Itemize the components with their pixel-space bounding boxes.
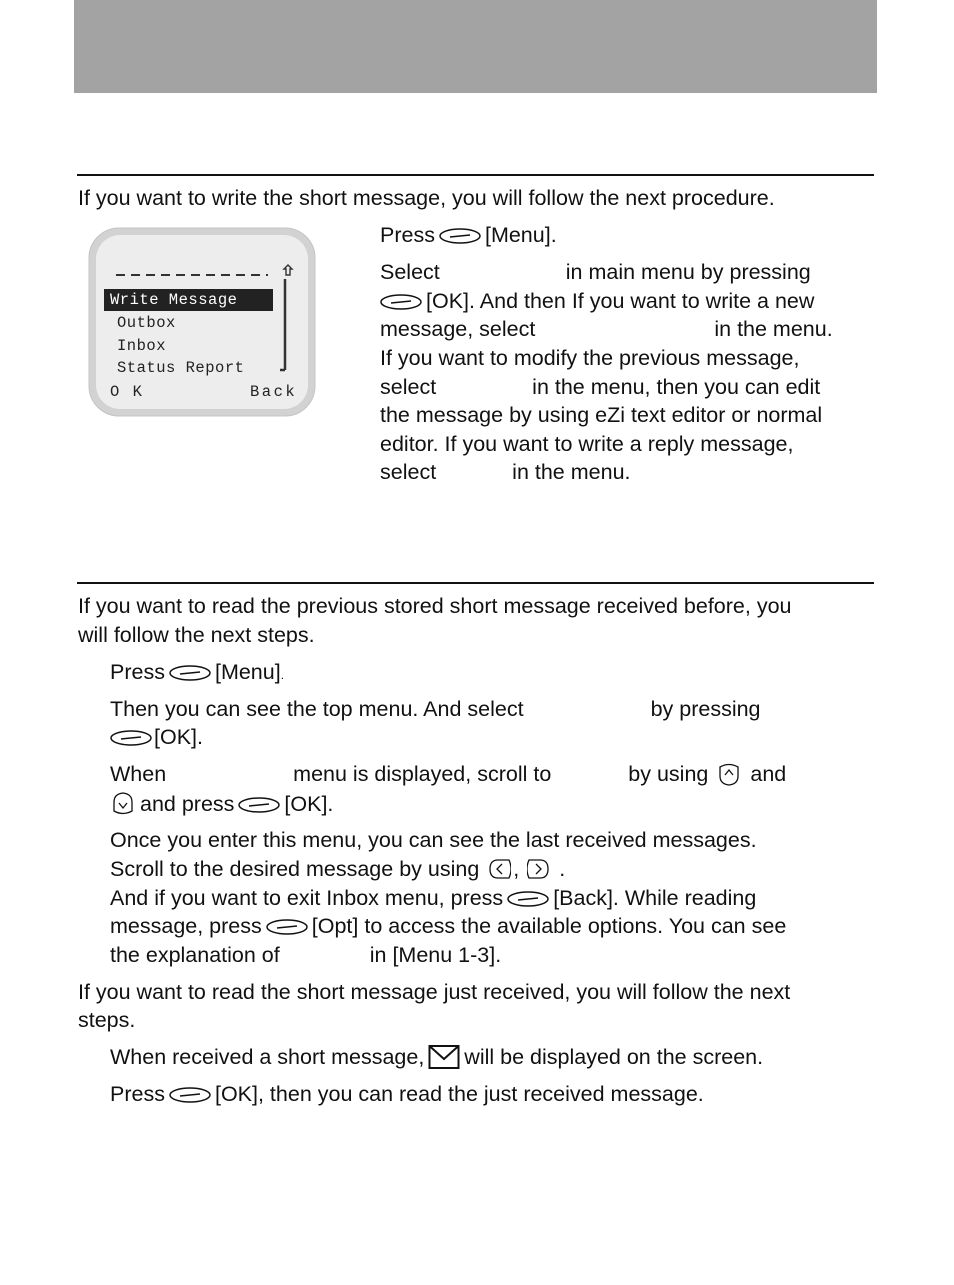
text: menu is displayed, scroll to (293, 762, 552, 786)
text: message, select (380, 317, 536, 341)
s1-step2-line4: If you want to modify the previous message, (380, 346, 800, 370)
text: [OK], then you can read the just received message. (214, 1082, 704, 1106)
text: select (380, 460, 437, 484)
soft-key-icon (238, 797, 280, 813)
text: by pressing (650, 697, 761, 721)
s2-received-intro-line1: If you want to read the short message just received, you will follow the next (78, 980, 791, 1004)
text: . (280, 668, 285, 682)
phone-menu-item-inbox: Inbox (117, 337, 167, 355)
section1-intro: If you want to write the short message, you will follow the next procedure. (78, 186, 775, 210)
soft-key-icon (169, 1087, 211, 1103)
text: When (110, 762, 167, 786)
text: Press (110, 660, 165, 684)
s2-step4-line3 (110, 884, 756, 912)
text: And if you want to exit Inbox menu, press (110, 886, 504, 910)
s1-step2-line1 (380, 258, 811, 286)
text: Then you can see the top menu. And select (110, 697, 524, 721)
s1-step-press-menu (380, 221, 557, 249)
right-key-icon (527, 857, 549, 881)
text: Press (110, 1082, 165, 1106)
envelope-icon (428, 1044, 460, 1070)
s2-received-intro-line2: steps. (78, 1008, 136, 1032)
soft-key-icon (380, 294, 422, 310)
s1-menu-text: [Menu]. (484, 223, 557, 247)
s1-step2-line8 (380, 458, 631, 486)
text: in the menu. (512, 460, 631, 484)
soft-key-icon (110, 730, 152, 746)
up-key-icon (718, 762, 740, 786)
s1-step2-line6: the message by using eZi text editor or normal (380, 403, 823, 427)
s2-step3-line1 (110, 760, 786, 788)
text: [Opt] to access the available options. You can see (311, 914, 787, 938)
s1-press-text: Press (380, 223, 435, 247)
text: . (559, 857, 566, 881)
s1-step2-line5 (380, 373, 820, 401)
text: the explanation of (110, 943, 280, 967)
s1-step2-line3 (380, 315, 833, 343)
s1-step2-line2 (376, 287, 814, 315)
s2-step6 (110, 1080, 704, 1108)
s2-step4-line2 (110, 855, 565, 883)
section-divider (77, 582, 874, 584)
s2-step2-line1 (110, 695, 761, 723)
s2-step4-line4 (110, 912, 786, 940)
s2-step4-line1: Once you enter this menu, you can see the last received messages. (110, 828, 757, 852)
phone-softkey-back: Back (250, 383, 298, 401)
s2-step3-line2 (110, 790, 333, 818)
text: by using (628, 762, 709, 786)
text: and press (140, 792, 235, 816)
s2-intro-line1: If you want to read the previous stored short message received before, you (78, 594, 792, 618)
text: in the menu. (714, 317, 833, 341)
text: Select (380, 260, 440, 284)
text: [OK]. (284, 792, 334, 816)
soft-key-icon (439, 228, 481, 244)
soft-key-icon (507, 891, 549, 907)
s2-step1 (110, 658, 284, 689)
text: in the menu, then you can edit (532, 375, 821, 399)
text: When received a short message, (110, 1045, 425, 1069)
text: [Menu] (214, 660, 281, 684)
down-key-icon (112, 792, 134, 816)
s1-step2-line7: editor. If you want to write a reply message, (380, 432, 794, 456)
text: [OK]. And then If you want to write a new (426, 289, 815, 313)
text: [OK]. (154, 725, 203, 749)
s2-step2-line2 (106, 723, 203, 751)
text: message, press (110, 914, 262, 938)
section-divider (77, 174, 874, 176)
text: will be displayed on the screen. (464, 1045, 764, 1069)
phone-menu-item-write-message: Write Message (110, 291, 238, 309)
left-key-icon (489, 857, 511, 881)
phone-menu-item-outbox: Outbox (117, 314, 176, 332)
text: and (750, 762, 787, 786)
s2-step4-line5 (110, 941, 501, 969)
text: , (513, 857, 520, 881)
s2-step5 (110, 1043, 763, 1071)
text: in main menu by pressing (565, 260, 811, 284)
text: in [Menu 1-3]. (369, 943, 502, 967)
header-band (74, 0, 877, 93)
s2-intro-line2: will follow the next steps. (78, 623, 315, 647)
text: [Back]. While reading (553, 886, 757, 910)
text: Scroll to the desired message by using (110, 857, 480, 881)
phone-softkey-ok: O K (110, 383, 144, 401)
phone-menu-item-status-report: Status Report (117, 359, 245, 377)
text: select (380, 375, 437, 399)
soft-key-icon (169, 665, 211, 681)
soft-key-icon (266, 919, 308, 935)
